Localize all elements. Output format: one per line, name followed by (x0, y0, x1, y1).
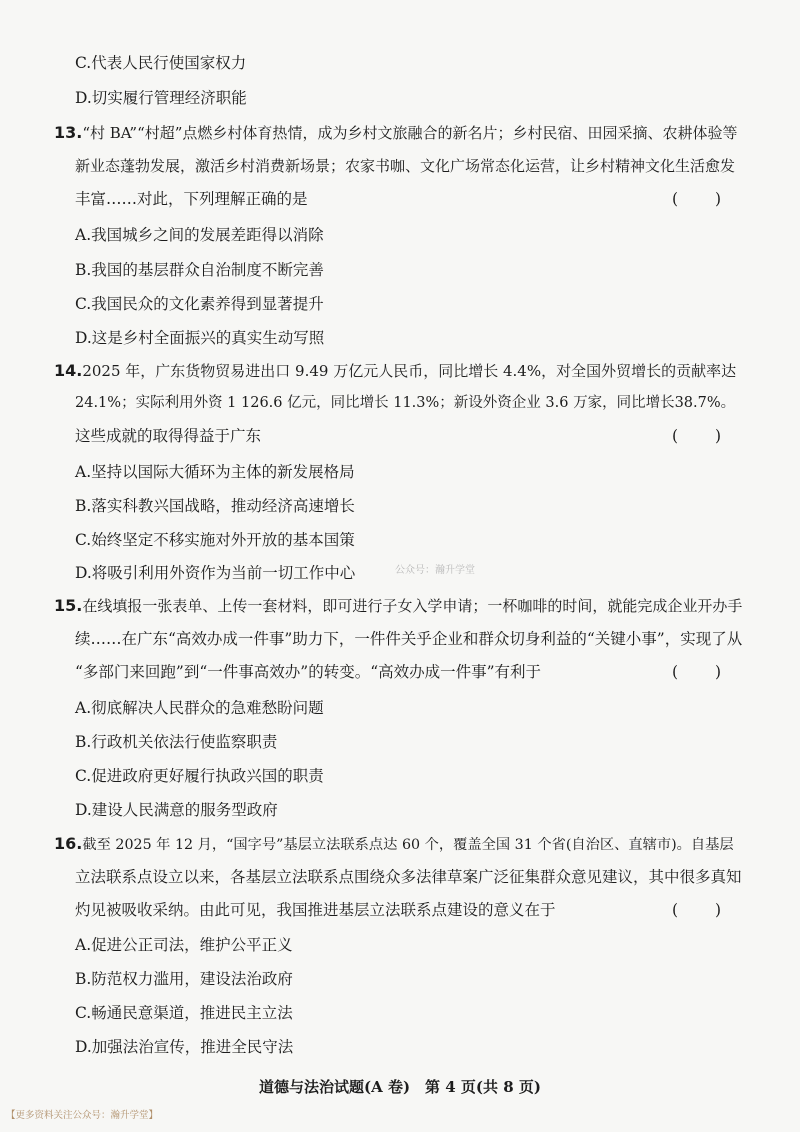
q13-line-2: 新业态蓬勃发展，激活乡村消费新场景；农家书咖、文化广场常态化运营，让乡村精神文化生活愈发 (75, 157, 736, 175)
q14-number: 14. (54, 361, 83, 380)
q16-option-d: D.加强法治宣传，推进全民守法 (75, 1038, 294, 1056)
q16-line-3: 灼见被吸收采纳。由此可见，我国推进基层立法联系点建设的意义在于 (75, 901, 556, 919)
q16-text-1: 截至 2025 年 12 月，“国字号”基层立法联系点达 60 个，覆盖全国 31 个省(自治区、直辖市)。自基层 (82, 837, 734, 853)
q14-option-d: D.将吸引利用外资作为当前一切工作中心 (75, 564, 356, 582)
page-footer: 道德与法治试题(A 卷) 第 4 页(共 8 页) (258, 1078, 541, 1096)
watermark-text: 公众号：瀚升学堂 (395, 565, 475, 576)
q16-option-a: A.促进公正司法，维护公平正义 (75, 936, 293, 954)
q14-option-a: A.坚持以国际大循环为主体的新发展格局 (75, 463, 355, 481)
q16-line-1 (54, 834, 734, 855)
q13-option-d: D.这是乡村全面振兴的真实生动写照 (75, 329, 325, 347)
q14-line-2: 24.1%；实际利用外资 1 126.6 亿元，同比增长 11.3%；新设外资企业 3.6 万家，同比增长38.7%。 (75, 395, 736, 411)
q16-number: 16. (54, 834, 83, 853)
q15-line-3: “多部门来回跑”到“一件事高效办”的转变。“高效办成一件事”有利于 (75, 663, 542, 681)
q15-line-1 (54, 596, 742, 616)
prev-option-c: C.代表人民行使国家权力 (75, 54, 247, 72)
prev-option-d: D.切实履行管理经济职能 (75, 89, 247, 107)
q15-option-d: D.建设人民满意的服务型政府 (75, 801, 278, 819)
q13-line-1 (54, 123, 737, 143)
q13-answer-paren: ( ) (672, 190, 724, 208)
q13-number: 13. (54, 123, 83, 142)
corner-note: 【更多资料关注公众号：瀚升学堂】 (6, 1110, 159, 1121)
q14-option-c: C.始终坚定不移实施对外开放的基本国策 (75, 531, 355, 549)
q13-text-1: “村 BA”“村超”点燃乡村体育热情，成为乡村文旅融合的新名片；乡村民宿、田园采摘、农耕体验等 (82, 124, 738, 142)
q15-option-b: B.行政机关依法行使监察职责 (75, 733, 278, 751)
q15-answer-paren: ( ) (672, 663, 724, 681)
q13-option-c: C.我国民众的文化素养得到显著提升 (75, 295, 324, 313)
q16-option-c: C.畅通民意渠道，推进民主立法 (75, 1004, 293, 1022)
q16-line-2: 立法联系点设立以来，各基层立法联系点围绕众多法律草案广泛征集群众意见建议，其中很多真知 (75, 868, 742, 886)
q14-answer-paren: ( ) (672, 427, 724, 445)
q15-option-c: C.促进政府更好履行执政兴国的职责 (75, 767, 324, 785)
q14-line-1 (54, 361, 736, 381)
q16-option-b: B.防范权力滥用，建设法治政府 (75, 970, 293, 988)
q13-option-a: A.我国城乡之间的发展差距得以消除 (75, 226, 324, 244)
q14-option-b: B.落实科教兴国战略，推动经济高速增长 (75, 497, 355, 515)
q15-number: 15. (54, 596, 83, 615)
q14-line-3: 这些成就的取得得益于广东 (75, 427, 262, 445)
q13-line-3: 丰富……对此，下列理解正确的是 (75, 190, 308, 208)
q13-option-b: B.我国的基层群众自治制度不断完善 (75, 261, 324, 279)
q14-text-1: 2025 年，广东货物贸易进出口 9.49 万亿元人民币，同比增长 4.4%，对全国外贸增长的贡献率达 (82, 362, 737, 380)
q16-answer-paren: ( ) (672, 901, 724, 919)
q15-line-2: 续……在广东“高效办成一件事”助力下，一件件关乎企业和群众切身利益的“关键小事”，实现了从 (75, 630, 743, 648)
q15-option-a: A.彻底解决人民群众的急难愁盼问题 (75, 699, 324, 717)
q15-text-1: 在线填报一张表单、上传一套材料，即可进行子女入学申请；一杯咖啡的时间，就能完成企业开办手 (82, 597, 743, 615)
